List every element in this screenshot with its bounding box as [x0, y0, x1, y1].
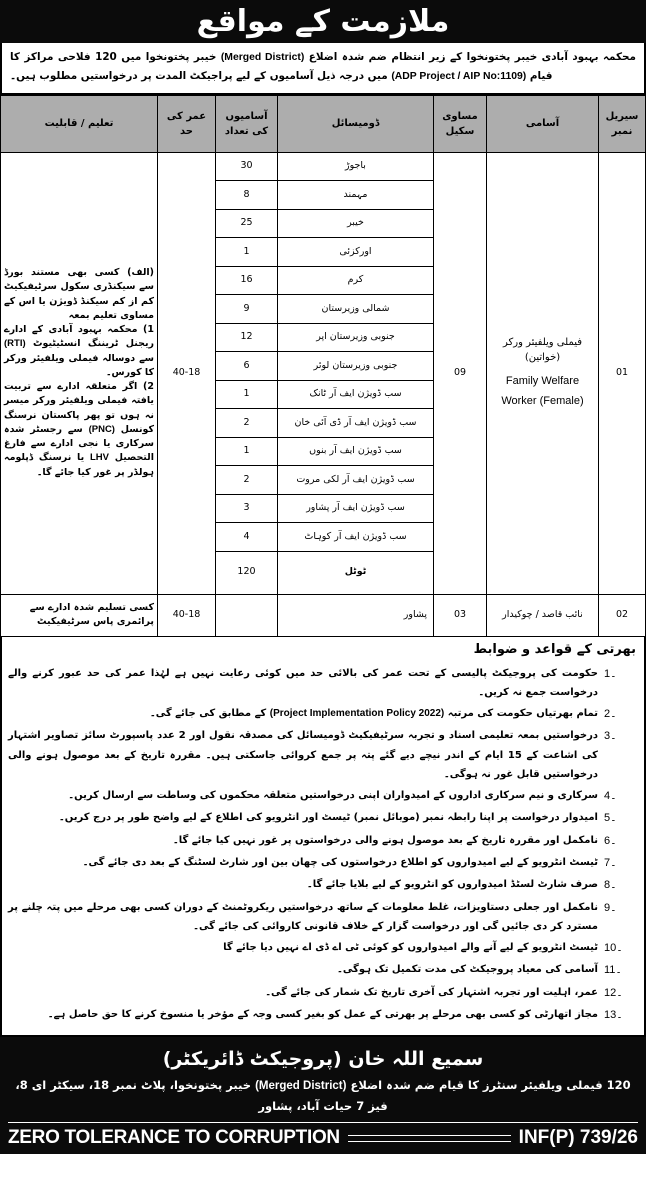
- rule-number: 10۔: [604, 941, 623, 954]
- cell-count-1-5: 16: [216, 266, 278, 295]
- inf-code: INF(P) 739/26: [518, 1127, 638, 1149]
- rule-text-pre: تمام بھرتیاں حکومت کی مرتبہ: [444, 707, 598, 719]
- cell-serial-1: 01: [599, 152, 646, 594]
- rule-number: 1۔: [604, 667, 617, 680]
- rules-heading: بھرتی کے قواعد و ضوابط: [473, 641, 636, 657]
- rule-item: [8, 853, 638, 874]
- cell-domicile-1-4: اورکزئی: [278, 238, 434, 267]
- cell-count-1-8: 6: [216, 352, 278, 381]
- rule-text: نامکمل اور جعلی دستاویزات، غلط معلومات کے ساتھ درخواستیں ریکروٹمنٹ کے دوران کسی بھی مرحلے میں پتہ چلنے پر مسترد کر دی جائیں گی اور درخواست گزار کے خلاف قانونی کاروائی کی جائے گی۔: [8, 901, 598, 933]
- rule-text: مجاز اتھارٹی کو کسی بھی مرحلے پر بھرتی کے عمل کو بغیر کسی وجہ کے مؤخر یا منسوخ کرنے کا حق حاصل ہے۔: [47, 1009, 598, 1021]
- cell-domicile-2: پشاور: [278, 594, 434, 636]
- cell-post-1: [487, 152, 599, 594]
- post-title-english-line1: Family Welfare: [505, 375, 580, 388]
- adp-project-label: (ADP Project / AIP No:1109): [391, 71, 527, 83]
- office-address: [8, 1076, 638, 1122]
- lhv-abbr: LHV: [89, 452, 109, 464]
- cell-count-1-14: 4: [216, 523, 278, 552]
- total-label: ٹوٹل: [278, 551, 434, 594]
- cell-domicile-1-2: مہمند: [278, 181, 434, 210]
- address-pre: 120 فیملی ویلفیئر سنٹرز کا قیام ضم شدہ اضلاع: [346, 1078, 631, 1093]
- rule-text: عمر، اہلیت اور تجربہ اشتہار کی آخری تاریخ تک شمار کی جائے گی۔: [265, 986, 598, 998]
- cell-age-2: 40-18: [158, 594, 216, 636]
- edu-b2-pre: 2) اگر متعلقہ ادارے سے تربیت یافتہ فیملی ویلفیئر ورکر میسر نہ ہوں تو پھر پاکستان نرسنگ کونسل: [4, 381, 154, 435]
- zero-tolerance-text: ZERO TOLERANCE TO CORRUPTION: [8, 1127, 340, 1149]
- zero-tolerance-bar: [8, 1122, 638, 1154]
- cell-post-2: نائب قاصد / چوکیدار: [487, 594, 599, 636]
- edu-b2-mid: سے رجسٹر شدہ سرکاری یا نجی ادارے سے فارغ التحصیل: [4, 423, 155, 464]
- cell-education-2: کسی تسلیم شدہ ادارے سے پرائمری پاس سرٹیفیکیٹ: [1, 594, 158, 636]
- rule-number: 8۔: [604, 879, 617, 892]
- cell-education-1: [1, 152, 158, 594]
- education-clause-a: (الف) کسی بھی مستند بورڈ سے سیکنڈری سکول سرٹیفیکیٹ کم از کم سیکنڈ ڈویژن یا اس کے مساوی تعلیم بمعہ: [4, 267, 154, 321]
- table-row: [1, 152, 646, 181]
- address-merged-district: (Merged District): [255, 1080, 347, 1093]
- edu-b1-pre: 1) محکمہ بہبود آبادی کے ادارے ریجنل ٹریننگ انسٹیٹیوٹ: [4, 324, 154, 350]
- address-post: خیبر پختونخوا، پلاٹ نمبر 18، سیکٹر ای 8، فیز 7 حیات آباد، پشاور: [15, 1078, 388, 1113]
- table-body: [1, 152, 646, 636]
- rule-item: [8, 808, 638, 829]
- cell-count-1-10: 2: [216, 409, 278, 438]
- rule-number: 2۔: [604, 707, 617, 720]
- rule-item: [8, 726, 638, 785]
- cell-domicile-1-7: جنوبی وزیرستان اپر: [278, 323, 434, 352]
- rule-number: 9۔: [604, 901, 617, 914]
- cell-domicile-1-11: سب ڈویژن ایف آر بنوں: [278, 437, 434, 466]
- cell-count-1-6: 9: [216, 295, 278, 324]
- rule-number: 7۔: [604, 856, 617, 869]
- rule-item: [8, 831, 638, 852]
- cell-domicile-1-14: سب ڈویژن ایف آر کوہاٹ: [278, 523, 434, 552]
- rule-item: [8, 898, 638, 937]
- rule-text: [8, 704, 598, 724]
- intro-text-part1: محکمہ بہبود آبادی خیبر پختونخوا کے زیر انتظام ضم شدہ اضلاع: [304, 51, 636, 63]
- rule-text: ٹیسٹ انٹرویو کے لیے آنے والے امیدواروں کو کوئی ٹی اے ڈی اے نہیں دیا جائے گا: [223, 941, 598, 953]
- table-header: [1, 95, 646, 152]
- intro-paragraph: [0, 43, 646, 95]
- cell-domicile-1-9: سب ڈویژن ایف آر ٹانک: [278, 380, 434, 409]
- cell-count-1-4: 1: [216, 238, 278, 267]
- cell-domicile-1-10: سب ڈویژن ایف آر ڈی آئی خان: [278, 409, 434, 438]
- column-header-count: آسامیوں کی تعداد: [216, 95, 278, 152]
- cell-count-2: [216, 594, 278, 636]
- education-clause-b1: [4, 323, 154, 380]
- rules-section: [0, 637, 646, 1037]
- rule-number: 4۔: [604, 789, 617, 802]
- cell-count-1-11: 1: [216, 437, 278, 466]
- rule-number: 5۔: [604, 812, 617, 825]
- rule-item: [8, 664, 638, 703]
- rule-text: درخواستیں بمعہ تعلیمی اسناد و تجربہ سرٹیفیکیٹ ڈومیسائل کی مصدقہ نقول اور 2 عدد پاسپورٹ سائز تصاویر اشتہار کی اشاعت کے 15 ایام کے اندر نیچے دیے گئے پتہ پر جمع کروائی جاسکتی ہیں۔ مقررہ تاریخ کے بعد موصول ہونے والی درخواستیں قابل غور نہ ہوگی۔: [8, 730, 599, 781]
- rule-item: [8, 875, 638, 896]
- rule-number: 3۔: [604, 730, 617, 743]
- divider-line: [348, 1135, 511, 1142]
- column-header-serial: سیریل نمبر: [599, 95, 646, 152]
- rule-text: امیدوار درخواست پر اپنا رابطہ نمبر (موبائل نمبر) ٹیسٹ اور انٹرویو کی اطلاع کے لیے واضح طور پر درج کریں۔: [58, 812, 598, 824]
- cell-count-1-3: 25: [216, 209, 278, 238]
- rule-item: [8, 704, 638, 725]
- vacancies-table: [0, 95, 646, 637]
- cell-domicile-1-13: سب ڈویژن ایف آر پشاور: [278, 494, 434, 523]
- cell-count-1-1: 30: [216, 152, 278, 181]
- table-header-row: [1, 95, 646, 152]
- cell-age-1: 40-18: [158, 152, 216, 594]
- table-row: [1, 594, 646, 636]
- cell-domicile-1-5: کرم: [278, 266, 434, 295]
- rule-number: 13۔: [604, 1009, 623, 1022]
- rule-text: آسامی کی معیاد پروجیکٹ کی مدت تکمیل تک ہوگی۔: [337, 964, 598, 976]
- cell-count-1-12: 2: [216, 466, 278, 495]
- rule-text: سرکاری و نیم سرکاری اداروں کے امیدواران اپنی درخواستیں متعلقہ محکموں کی وساطت سے ارسال کریں۔: [68, 789, 598, 801]
- rule-item: [8, 938, 638, 959]
- rules-list: [8, 664, 638, 1027]
- cell-count-1-2: 8: [216, 181, 278, 210]
- column-header-domicile: ڈومیسائل: [278, 95, 434, 152]
- rti-abbr: (RTI): [4, 338, 26, 350]
- total-count: 120: [216, 551, 278, 594]
- rule-item: [8, 960, 638, 981]
- column-header-post: آسامی: [487, 95, 599, 152]
- merged-district-label: (Merged District): [220, 52, 305, 63]
- column-header-scale: مساوی سکیل: [434, 95, 487, 152]
- signatory-name: سمیع اللہ خان (پروجیکٹ ڈائریکٹر): [162, 1047, 484, 1070]
- edu-b2-post: یا نرسنگ ڈپلومہ ہولڈر پر غور کیا جائے گا۔: [4, 452, 154, 478]
- column-header-education: تعلیم / قابلیت: [1, 95, 158, 152]
- pnc-abbr: (PNC): [88, 423, 115, 435]
- cell-domicile-1-6: شمالی وزیرستان: [278, 295, 434, 324]
- edu-b1-post: سے دوسالہ فیملی ویلفیئر ورکر کا کورس۔: [4, 352, 154, 378]
- rule-item: [8, 1005, 638, 1026]
- intro-text-part2: خیبر پختونخوا میں 120 فلاحی مراکز کا قیام: [10, 51, 553, 83]
- rule-text: ٹیسٹ انٹرویو کے لیے امیدواروں کو اطلاع درخواستوں کی چھان بین اور شارٹ لسٹنگ کے بعد دی جائے گی۔: [82, 856, 598, 868]
- cell-serial-2: 02: [599, 594, 646, 636]
- rule-text: صرف شارٹ لسٹڈ امیدواروں کو انٹرویو کے لیے بلایا جائے گا۔: [306, 879, 598, 891]
- cell-count-1-9: 1: [216, 380, 278, 409]
- cell-domicile-1-1: باجوڑ: [278, 152, 434, 181]
- rule-number: 11۔: [604, 964, 622, 977]
- cell-scale-2: 03: [434, 594, 487, 636]
- post-title-english-line2: Worker (Female): [501, 394, 584, 407]
- rule-item: [8, 786, 638, 807]
- cell-scale-1: 09: [434, 152, 487, 594]
- rule-text: حکومت کی پروجیکٹ پالیسی کے تحت عمر کی بالائی حد میں کوئی رعایت نہیں ہے لہٰذا عمر کی حد عبور کرنے والے درخواست جمع نہ کریں۔: [8, 667, 598, 699]
- title-banner: [0, 0, 646, 43]
- cell-domicile-1-3: خیبر: [278, 209, 434, 238]
- rule-number: 6۔: [604, 834, 617, 847]
- cell-domicile-1-8: جنوبی وزیرستان لوئر: [278, 352, 434, 381]
- rule-text-post: کے مطابق کی جائے گی۔: [149, 707, 270, 719]
- page-title: ملازمت کے مواقع: [196, 3, 450, 39]
- footer-banner: [0, 1037, 646, 1155]
- cell-count-1-13: 3: [216, 494, 278, 523]
- education-clause-b2: [4, 380, 154, 480]
- rule-text: نامکمل اور مقررہ تاریخ کے بعد موصول ہونے والی درخواستوں پر غور نہیں کیا جائے گا۔: [172, 834, 598, 846]
- rule-number: 12۔: [604, 986, 623, 999]
- cell-domicile-1-12: سب ڈویژن ایف آر لکی مروت: [278, 466, 434, 495]
- column-header-age: عمر کی حد: [158, 95, 216, 152]
- post-title-urdu: فیملی ویلفیئر ورکر (خواتین): [502, 337, 583, 364]
- intro-text-part3: میں درجہ ذیل آسامیوں کے لیے پراجیکٹ المدت پر درخواستیں مطلوب ہیں۔: [10, 70, 392, 83]
- rule-item: [8, 983, 638, 1004]
- policy-label: (Project Implementation Policy 2022): [269, 707, 445, 719]
- cell-count-1-7: 12: [216, 323, 278, 352]
